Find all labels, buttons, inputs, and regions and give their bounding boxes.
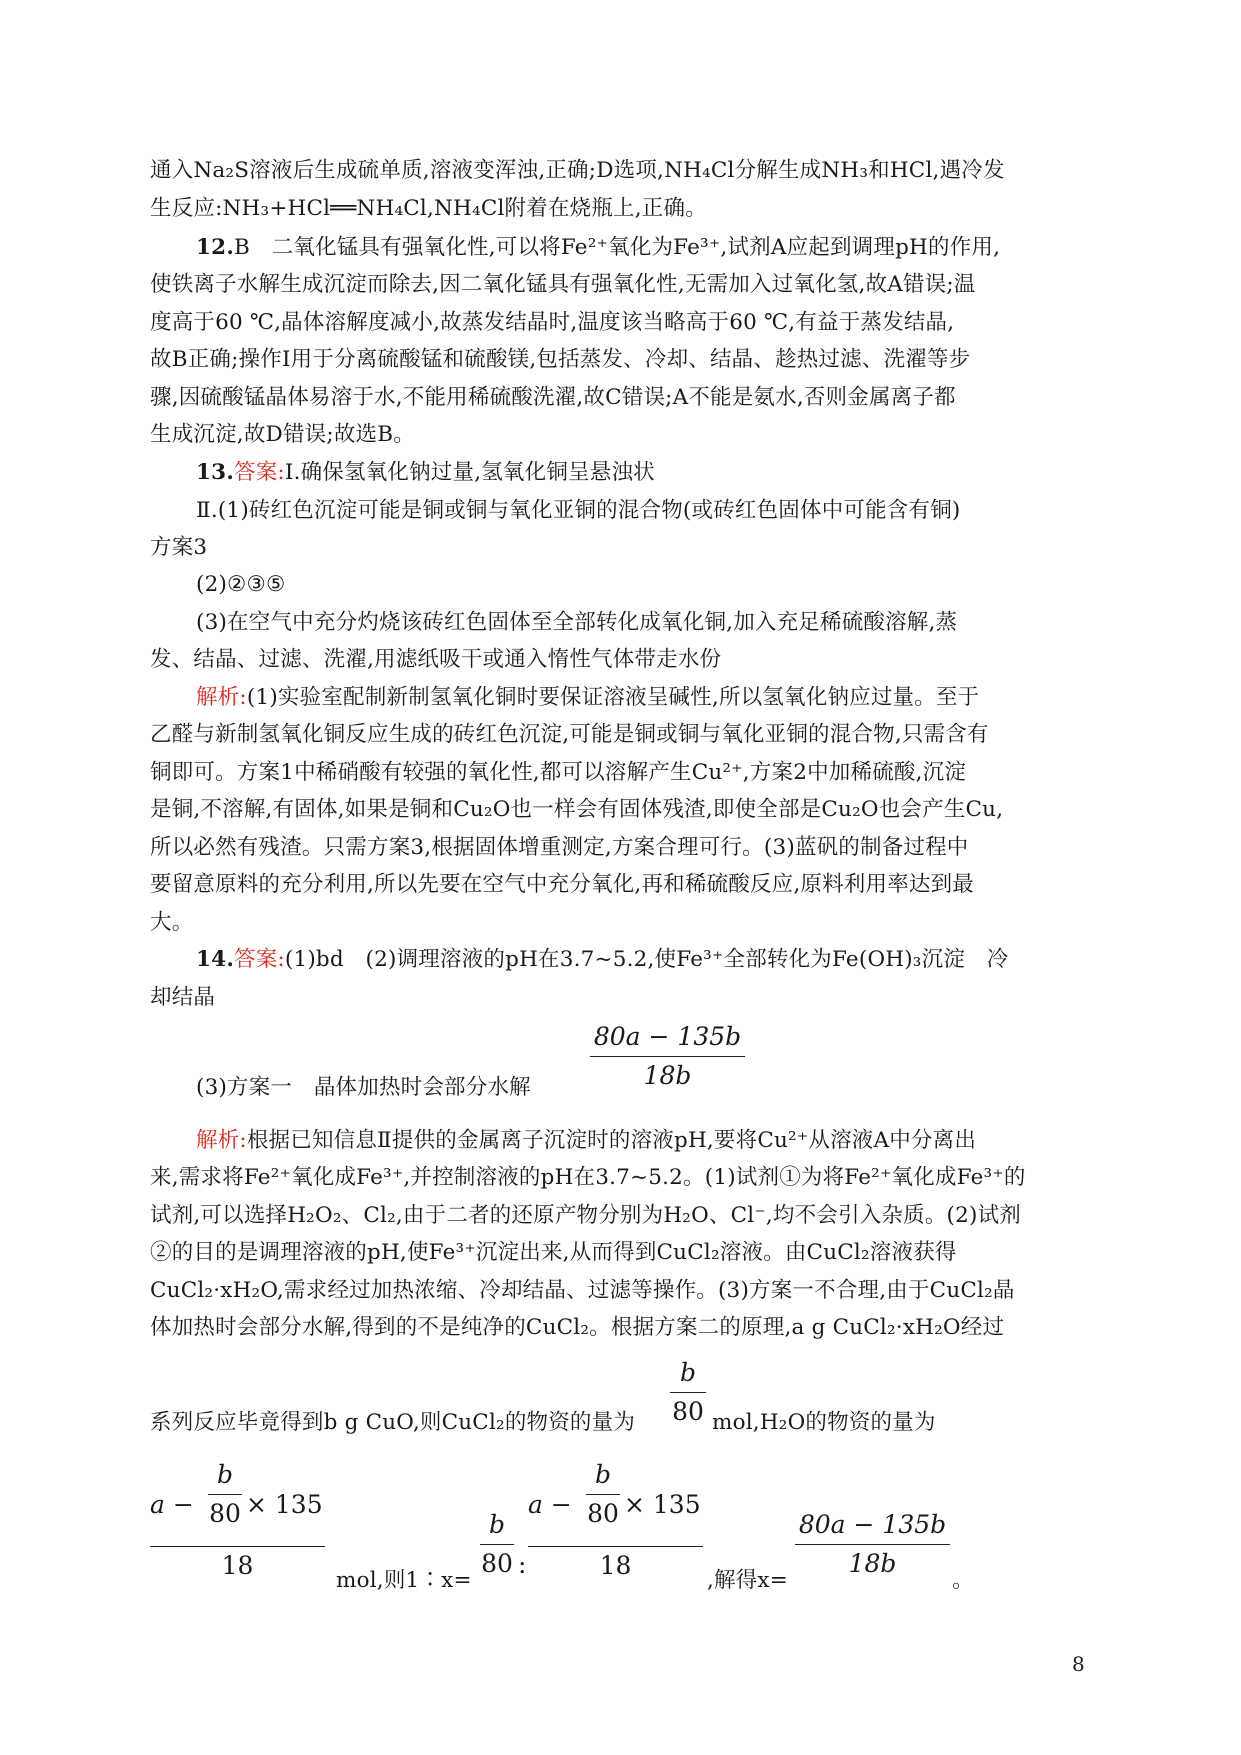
text-line: 要留意原料的充分利用,所以先要在空气中充分氧化,再和稀硫酸反应,原料利用率达到最 <box>150 872 975 897</box>
fraction-b-80: b 80 <box>481 1510 513 1578</box>
text-line: 体加热时会部分水解,得到的不是纯净的CuCl₂。根据方案二的原理,a g CuCl₂·xH₂O经过 <box>150 1315 1005 1340</box>
text-line: mol,H₂O的物资的量为 <box>712 1410 936 1435</box>
analysis-14 <box>196 1128 1141 1154</box>
fraction-water-moles: a − b 80 × 135 18 <box>528 1460 703 1581</box>
text-line: 系列反应毕竟得到b g CuO,则CuCl₂的物资的量为 <box>150 1410 636 1435</box>
text-line: 所以必然有残渣。只需方案3,根据固体增重测定,方案合理可行。(3)蓝矾的制备过程中 <box>150 835 969 860</box>
text-line: 是铜,不溶解,有固体,如果是铜和Cu₂O也一样会有固体残渣,即使全部是Cu₂O也会产生Cu, <box>150 797 1004 822</box>
fraction-answer: 80a − 135b 18b <box>590 1022 745 1091</box>
question-number: 12. <box>196 235 235 260</box>
answer-13 <box>196 460 1141 486</box>
question-number: 14. <box>196 947 235 972</box>
fraction-water-moles: a − b 80 × 135 18 <box>150 1460 325 1581</box>
text-line: 度高于60 ℃,晶体溶解度减小,故蒸发结晶时,温度该当略高于60 ℃,有益于蒸发结晶, <box>150 310 955 335</box>
text-line: 试剂,可以选择H₂O₂、Cl₂,由于二者的还原产物分别为H₂O、Cl⁻,均不会引入杂质。(2)试剂 <box>150 1203 1021 1228</box>
text-line: 方案3 <box>150 535 208 560</box>
text-line: 铜即可。方案1中稀硝酸有较强的氧化性,都可以溶解产生Cu²⁺,方案2中加稀硫酸,沉淀 <box>150 760 967 785</box>
text-line: 大。 <box>150 910 194 935</box>
text-line: ②的目的是调理溶液的pH,使Fe³⁺沉淀出来,从而得到CuCl₂溶液。由CuCl₂溶液获得 <box>150 1240 957 1265</box>
analysis-label: 解析: <box>196 685 247 710</box>
text-line: CuCl₂·xH₂O,需求经过加热浓缩、冷却结晶、过滤等操作。(3)方案一不合理,由于CuCl₂晶 <box>150 1278 1015 1303</box>
answer-12 <box>196 235 1141 261</box>
text-line: B 二氧化锰具有强氧化性,可以将Fe²⁺氧化为Fe³⁺,试剂A应起到调理pH的作用, <box>234 235 1001 260</box>
text-line: ,解得x= <box>707 1568 788 1593</box>
text-line: 骤,因硫酸锰晶体易溶于水,不能用稀硫酸洗濯,故C错误;A不能是氨水,否则金属离子都 <box>150 385 956 410</box>
page-number: 8 <box>1072 1652 1085 1676</box>
answer-label: 答案: <box>234 947 285 972</box>
fraction-answer-x: 80a − 135b 18b <box>795 1510 950 1579</box>
text-line: 使铁离子水解生成沉淀而除去,因二氧化锰具有强氧化性,无需加入过氧化氢,故A错误;温 <box>150 272 976 297</box>
text-line: (1)实验室配制新制氢氧化铜时要保证溶液呈碱性,所以氢氧化钠应过量。至于 <box>246 685 980 710</box>
question-number: 13. <box>196 460 235 485</box>
text-line: Ⅱ.(1)砖红色沉淀可能是铜或铜与氧化亚铜的混合物(或砖红色固体中可能含有铜) <box>196 498 961 523</box>
text-line: 通入Na₂S溶液后生成硫单质,溶液变浑浊,正确;D选项,NH₄Cl分解生成NH₃和HCl,遇冷发 <box>150 158 1005 183</box>
text-line: 。 <box>952 1568 974 1593</box>
text-line: (1)bd (2)调理溶液的pH在3.7~5.2,使Fe³⁺全部转化为Fe(OH)₃沉淀 冷 <box>284 947 1009 972</box>
text-line: 来,需求将Fe²⁺氧化成Fe³⁺,并控制溶液的pH在3.7~5.2。(1)试剂①为将Fe²⁺氧化成Fe³⁺的 <box>150 1165 1026 1190</box>
text-line: 生反应:NH₃+HCl══NH₄Cl,NH₄Cl附着在烧瓶上,正确。 <box>150 196 707 221</box>
text-line: 却结晶 <box>150 985 216 1010</box>
text-line: (3)在空气中充分灼烧该砖红色固体至全部转化成氧化铜,加入充足稀硫酸溶解,蒸 <box>196 610 958 635</box>
text-line: Ⅰ.确保氢氧化钠过量,氢氧化铜呈悬浊状 <box>284 460 655 485</box>
answer-14 <box>196 947 1141 973</box>
text-line: (3)方案一 晶体加热时会部分水解 <box>196 1075 531 1100</box>
ratio-colon: : <box>518 1550 527 1579</box>
text-line: (2)②③⑤ <box>196 572 286 597</box>
text-line: 故B正确;操作Ⅰ用于分离硫酸锰和硫酸镁,包括蒸发、冷却、结晶、趁热过滤、洗濯等步 <box>150 347 971 372</box>
text-line: 生成沉淀,故D错误;故选B。 <box>150 422 415 447</box>
text-line: 根据已知信息Ⅱ提供的金属离子沉淀时的溶液pH,要将Cu²⁺从溶液A中分离出 <box>246 1128 977 1153</box>
analysis-label: 解析: <box>196 1128 247 1153</box>
fraction-b-80: b 80 <box>670 1358 706 1427</box>
analysis-13 <box>196 685 1141 711</box>
text-line: 乙醛与新制氢氧化铜反应生成的砖红色沉淀,可能是铜或铜与氧化亚铜的混合物,只需含有 <box>150 722 989 747</box>
text-line: mol,则1∶x= <box>336 1568 472 1593</box>
answer-label: 答案: <box>234 460 285 485</box>
text-line: 发、结晶、过滤、洗濯,用滤纸吸干或通入惰性气体带走水份 <box>150 647 722 672</box>
